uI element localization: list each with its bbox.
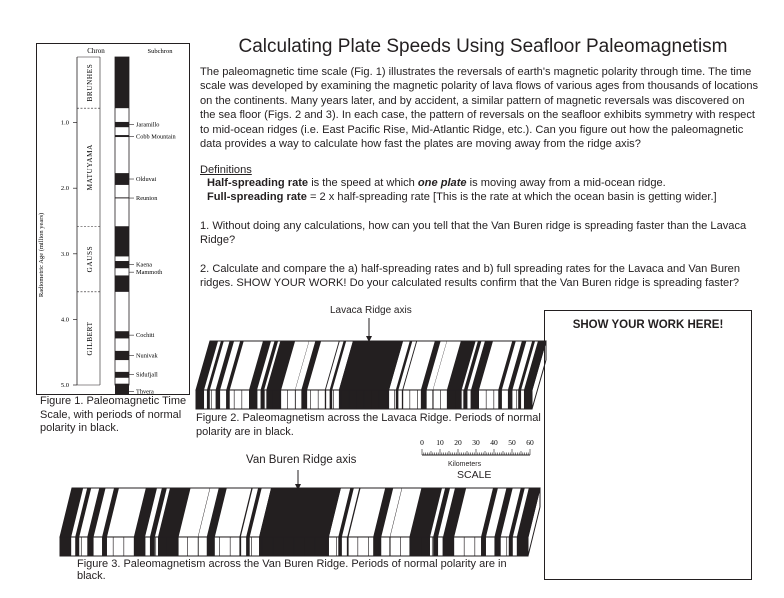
question-1: 1. Without doing any calculations, how can you tell that the Van Buren ridge is spreading faster than the Lavaca Ridge? xyxy=(200,220,747,247)
van-buren-axis-label: Van Buren Ridge axis xyxy=(246,454,357,466)
definitions-heading: Definitions xyxy=(200,164,252,176)
half-spreading-text-b: is moving away from a mid-ocean ridge. xyxy=(466,177,666,189)
chron-label: MATUYAMA xyxy=(86,144,94,191)
intro-paragraph: The paleomagnetic time scale (Fig. 1) illustrates the reversals of earth's magnetic polarity through time. The time scale was developed by examining the magnetic polarity of lava flows of various ages from thousands of locations on the continents. Many years later, and by accident, a similar pattern of magnetic reversals was discovered on the sea floor (Figs. 2 and 3). In each case, the pattern of reversals on the seafloor exhibits symmetry with respect to mid-ocean ridges (i.e. East Pacific Rise, Mid-Atlantic Ridge, etc.). Can you figure out how the paleomagnetic data provides a way to calculate how fast the plates are moving away from the ridge axis? xyxy=(200,66,759,151)
figure-1-caption: Figure 1. Paleomagnetic Time Scale, with periods of normal polarity in black. xyxy=(40,395,187,434)
normal-polarity-stripe xyxy=(259,488,341,537)
normal-polarity-stripe-front xyxy=(75,537,79,556)
normal-polarity-stripe-front xyxy=(338,537,342,556)
normal-polarity-stripe-front xyxy=(246,537,250,556)
subchron-label: Nunivak xyxy=(136,352,158,360)
normal-polarity-stripe-front xyxy=(443,537,454,556)
scale-label: SCALE xyxy=(457,469,492,481)
scale-tick-label: 40 xyxy=(490,438,498,447)
scale-tick-label: 30 xyxy=(472,438,480,447)
scale-tick-label: 60 xyxy=(526,438,534,447)
normal-polarity-stripe-front xyxy=(494,537,500,556)
normal-polarity-stripe-front xyxy=(87,537,93,556)
normal-polarity-stripe-front xyxy=(150,537,155,556)
figure-3-caption: Figure 3. Paleomagnetism across the Van Buren Ridge. Periods of normal polarity are in black. xyxy=(77,558,507,582)
age-tick-label: 2.0 xyxy=(60,185,69,193)
age-axis-label: Radiometric Age (million years) xyxy=(38,212,45,298)
lavaca-axis-label: Lavaca Ridge axis xyxy=(330,305,412,316)
scale-tick-label: 10 xyxy=(436,438,444,447)
subchron-label: Thvera xyxy=(136,388,154,395)
scale-tick-label: 50 xyxy=(508,438,516,447)
normal-polarity-stripe-front xyxy=(373,537,381,556)
normal-polarity-stripe-front xyxy=(409,537,430,556)
figure-2-caption: Figure 2. Paleomagnetism across the Lavaca Ridge. Periods of normal polarity are in black. xyxy=(196,412,541,438)
subchron-label: Olduvai xyxy=(136,176,157,184)
chron-label: GILBERT xyxy=(86,321,94,356)
subchron-label: Cochiti xyxy=(136,332,155,340)
age-tick-label: 4.0 xyxy=(60,316,69,324)
question-2: 2. Calculate and compare the a) half-spreading rates and b) full spreading rates for the Lavaca and Van Buren ridges. SHOW YOUR WORK! Do your calculated results confirm that the Van Buren ridge is spreading faster? xyxy=(200,263,741,290)
subchron-label: Reunion xyxy=(136,195,158,203)
chron-label: BRUNHES xyxy=(86,63,94,102)
age-tick-label: 1.0 xyxy=(60,119,69,127)
page-title: Calculating Plate Speeds Using Seafloor Paleomagnetism xyxy=(238,36,728,57)
subchron-label: Kaena xyxy=(136,261,153,269)
work-box-label: SHOW YOUR WORK HERE! xyxy=(572,319,724,331)
normal-polarity-stripe-front xyxy=(158,537,179,556)
normal-polarity-stripe-front xyxy=(134,537,145,556)
normal-polarity-stripe-front xyxy=(517,537,528,556)
full-spreading-term: Full-spreading rate xyxy=(207,191,307,203)
normal-polarity-stripe-front xyxy=(207,537,215,556)
subchron-label: Cobb Mountain xyxy=(136,133,176,141)
half-spreading-term: Half-spreading rate xyxy=(207,177,309,189)
scale-tick-label: 0 xyxy=(420,438,424,447)
normal-polarity-stripe-front xyxy=(60,537,71,556)
subchron-column-header: Subchron xyxy=(147,48,173,55)
subchron-label: Jaramillo xyxy=(136,121,160,129)
age-tick-label: 3.0 xyxy=(60,250,69,258)
full-spreading-text: = 2 x half-spreading rate [This is the rate at which the ocean basin is getting wider.] xyxy=(306,191,717,203)
subchron-label: Mammoth xyxy=(136,269,163,277)
normal-polarity-stripe-front xyxy=(433,537,438,556)
subchron-label: Sidufjall xyxy=(136,371,158,379)
normal-polarity-stripe-front xyxy=(509,537,513,556)
chron-label: GAUSS xyxy=(86,245,94,273)
half-spreading-text-a: is the speed at which xyxy=(308,177,418,189)
scale-unit-label: Kilometers xyxy=(448,461,482,468)
age-tick-label: 5.0 xyxy=(60,382,69,389)
scale-tick-label: 20 xyxy=(454,438,462,447)
half-spreading-emphasis: one plate xyxy=(417,177,467,189)
chron-column-header: Chron xyxy=(87,47,105,55)
